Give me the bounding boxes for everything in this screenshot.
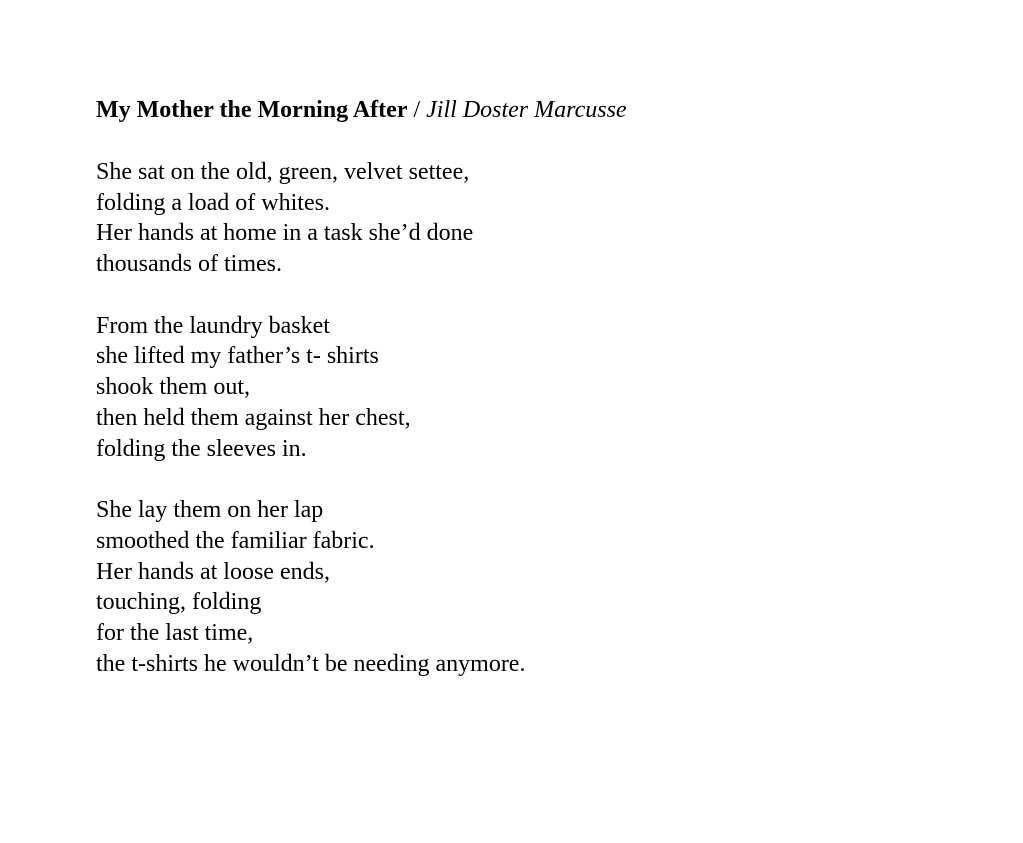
- poem-line: for the last time,: [96, 619, 254, 646]
- poem-line: She sat on the old, green, velvet settee,: [96, 159, 470, 185]
- poem-line: thousands of times.: [96, 251, 282, 278]
- poem-line: she lifted my father’s t- shirts: [96, 343, 379, 370]
- stanza-3: [96, 495, 976, 679]
- poem-line: folding the sleeves in.: [96, 435, 307, 462]
- stanza-2: [96, 311, 976, 464]
- poem-line: Her hands at home in a task she’d done: [96, 220, 474, 247]
- title-separator: /: [407, 97, 427, 123]
- poem-author: Jill Doster Marcusse: [426, 97, 627, 123]
- poem-line: folding a load of whites.: [96, 189, 330, 216]
- poem-line: smoothed the familiar fabric.: [96, 527, 375, 554]
- poem-line: She lay them on her lap: [96, 497, 324, 524]
- poem-line: the t-shirts he wouldn’t be needing anymore.: [96, 650, 526, 677]
- poem-title: My Mother the Morning After: [96, 97, 408, 123]
- poem-heading: [96, 95, 976, 126]
- poem-line: then held them against her chest,: [96, 404, 411, 431]
- poem-line: From the laundry basket: [96, 312, 330, 339]
- poem-line: touching, folding: [96, 589, 262, 616]
- stanza-1: [96, 157, 976, 280]
- poem-line: Her hands at loose ends,: [96, 558, 330, 585]
- poem-line: shook them out,: [96, 374, 250, 401]
- poem-document: [96, 95, 976, 679]
